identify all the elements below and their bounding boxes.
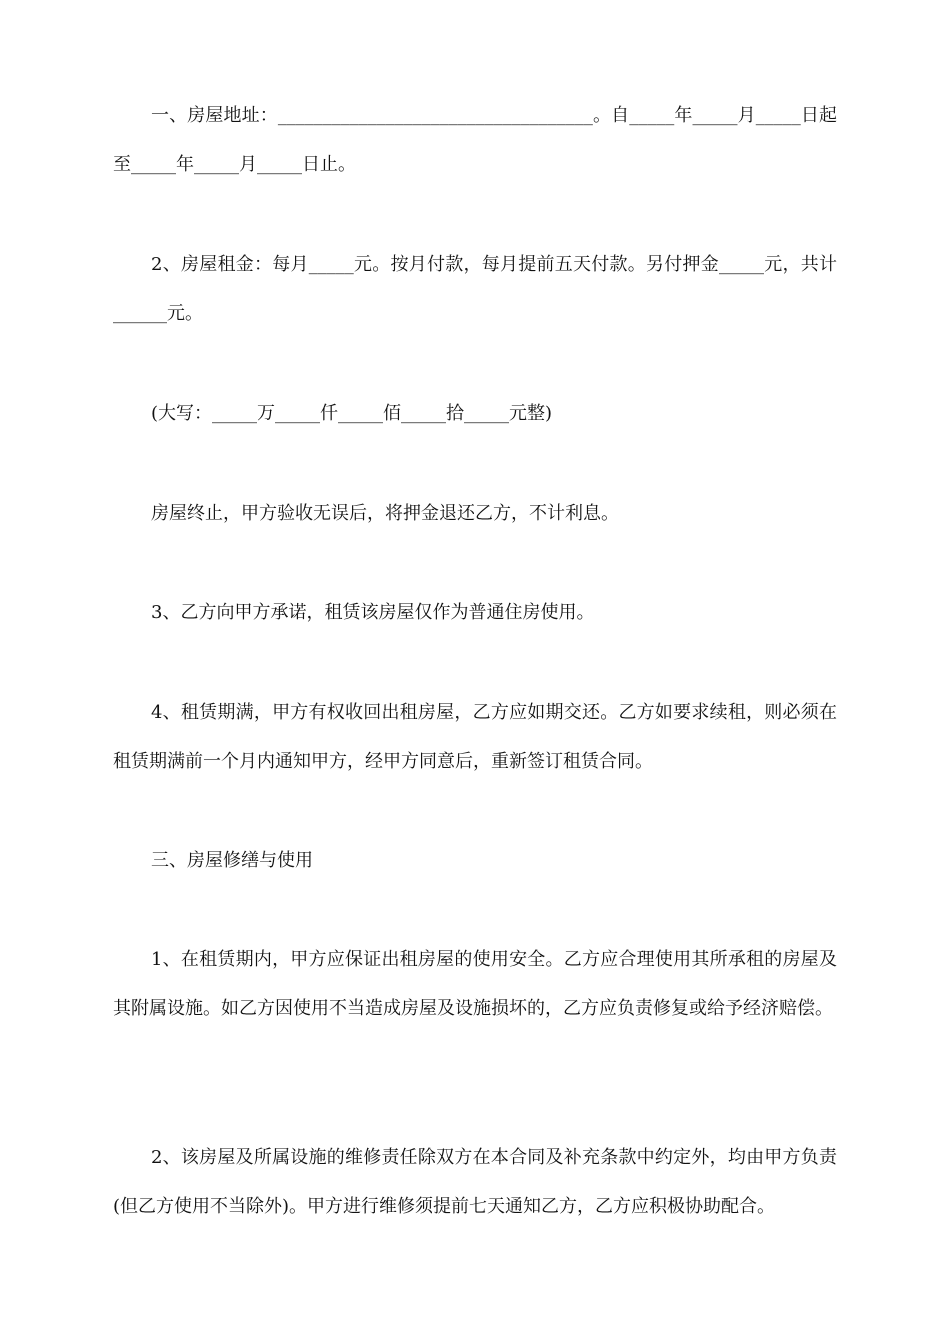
clause-amount-in-words: (大写：_____万_____仟_____佰_____拾_____元整) — [151, 403, 553, 424]
clause-maintenance-duty: 2、该房屋及所属设施的维修责任除双方在本合同及补充条款中约定外，均由甲方负责(但乙方使用不当除外)。甲方进行维修须提前七天通知乙方，乙方应积极协助配合。 — [113, 1147, 837, 1217]
clause-safe-use: 1、在租赁期内，甲方应保证出租房屋的使用安全。乙方应合理使用其所承租的房屋及其附属设施。如乙方因使用不当造成房屋及设施损坏的，乙方应负责修复或给予经济赔偿。 — [113, 949, 837, 1019]
section-heading-repair-use: 三、房屋修缮与使用 — [151, 850, 313, 871]
clause-rent-payment: 2、房屋租金：每月_____元。按月付款，每月提前五天付款。另付押金_____元，共计______元。 — [113, 254, 837, 324]
clause-residential-use: 3、乙方向甲方承诺，租赁该房屋仅作为普通住房使用。 — [151, 602, 595, 623]
clause-house-address-term: 一、房屋地址：___________________________________。自_____年_____月_____日起至_____年_____月_____日止。 — [113, 105, 837, 175]
clause-lease-renewal: 4、租赁期满，甲方有权收回出租房屋，乙方应如期交还。乙方如要求续租，则必须在租赁期满前一个月内通知甲方，经甲方同意后，重新签订租赁合同。 — [113, 702, 837, 772]
clause-deposit-refund: 房屋终止，甲方验收无误后，将押金退还乙方，不计利息。 — [151, 503, 619, 524]
